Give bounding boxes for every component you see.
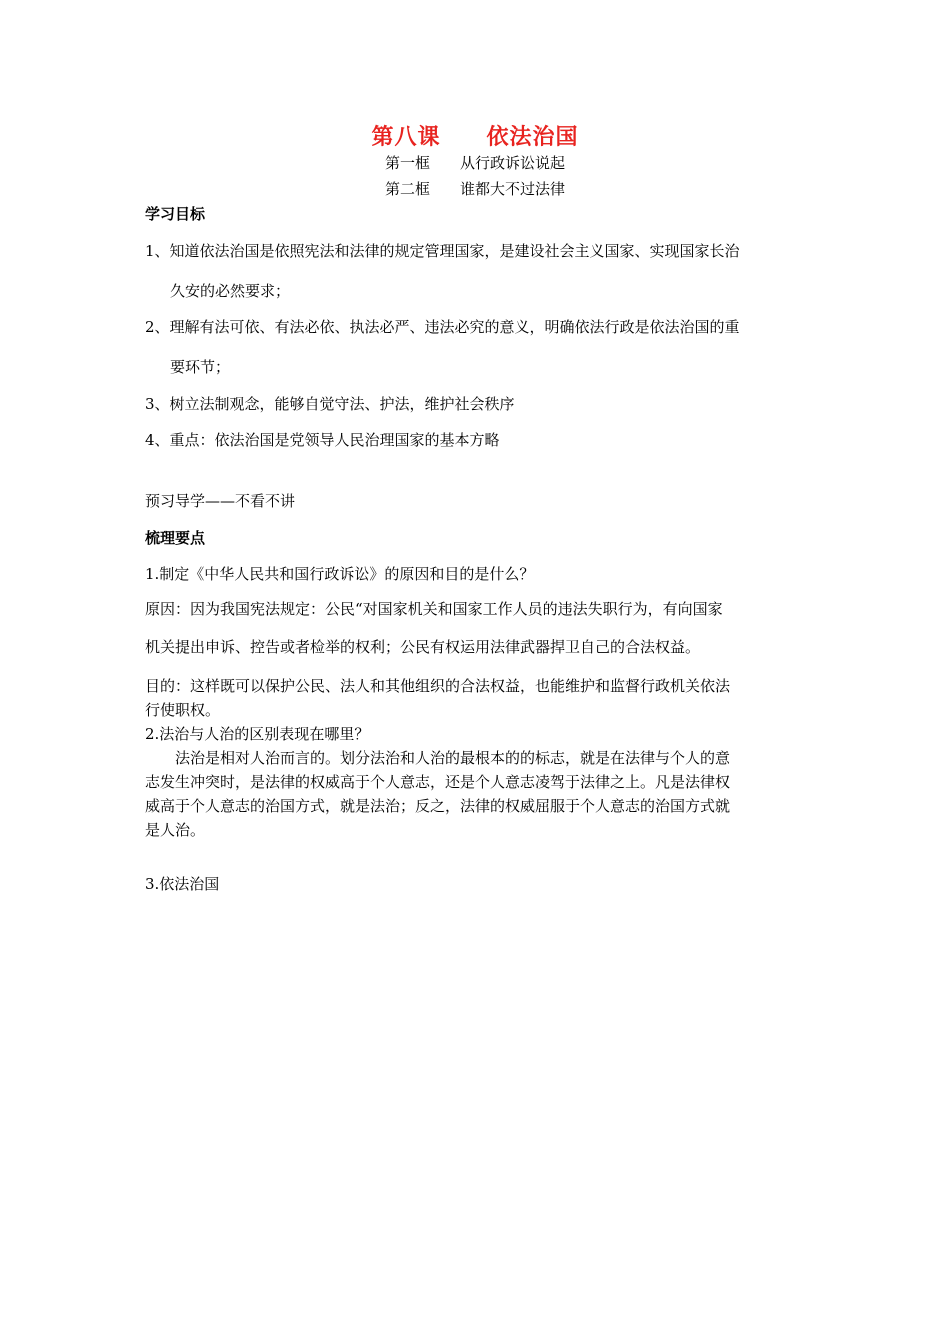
question-3: 3.依法治国 [145, 875, 220, 893]
q2-answer-line-2: 志发生冲突时，是法律的权威高于个人意志，还是个人意志凌驾于法律之上。凡是法律权 [145, 773, 731, 791]
goal-item-1-line-2: 久安的必然要求； [170, 282, 291, 300]
q2-answer-line-3: 威高于个人意志的治国方式，就是法治；反之，法律的权威屈服于个人意志的治国方式就 [145, 797, 731, 815]
points-heading: 梳理要点 [145, 529, 206, 547]
purpose-line-2: 行使职权。 [145, 701, 221, 719]
question-1: 1.制定《中华人民共和国行政诉讼》的原因和目的是什么？ [145, 565, 535, 583]
lesson-title: 第八课 依法治国 [371, 125, 579, 150]
q2-answer-line-1: 法治是相对人治而言的。划分法治和人治的最根本的的标志，就是在法律与个人的意 [175, 749, 731, 767]
subtitle-frame-1: 第一框 从行政诉讼说起 [384, 154, 565, 172]
q2-answer-line-4: 是人治。 [145, 821, 206, 839]
subtitle-frame-2: 第二框 谁都大不过法律 [384, 180, 565, 198]
goal-item-2-line-2: 要环节； [170, 358, 231, 376]
goal-item-3: 3、树立法制观念，能够自觉守法、护法，维护社会秩序 [145, 395, 515, 413]
reason-line-2: 机关提出申诉、控告或者检举的权利；公民有权运用法律武器捍卫自己的合法权益。 [145, 638, 701, 656]
goal-item-4: 4、重点：依法治国是党领导人民治理国家的基本方略 [145, 431, 500, 449]
goal-item-2-line-1: 2、理解有法可依、有法必依、执法必严、违法必究的意义，明确依法行政是依法治国的重 [145, 318, 740, 336]
question-2: 2.法治与人治的区别表现在哪里？ [145, 725, 370, 743]
goal-item-1-line-1: 1、知道依法治国是依照宪法和法律的规定管理国家，是建设社会主义国家、实现国家长治 [145, 242, 740, 260]
purpose-line-1: 目的：这样既可以保护公民、法人和其他组织的合法权益，也能维护和监督行政机关依法 [145, 677, 731, 695]
preview-guide: 预习导学——不看不讲 [145, 492, 296, 510]
goals-heading: 学习目标 [145, 205, 206, 223]
reason-line-1: 原因：因为我国宪法规定：公民“对国家机关和国家工作人员的违法失职行为，有向国家 [145, 600, 723, 618]
